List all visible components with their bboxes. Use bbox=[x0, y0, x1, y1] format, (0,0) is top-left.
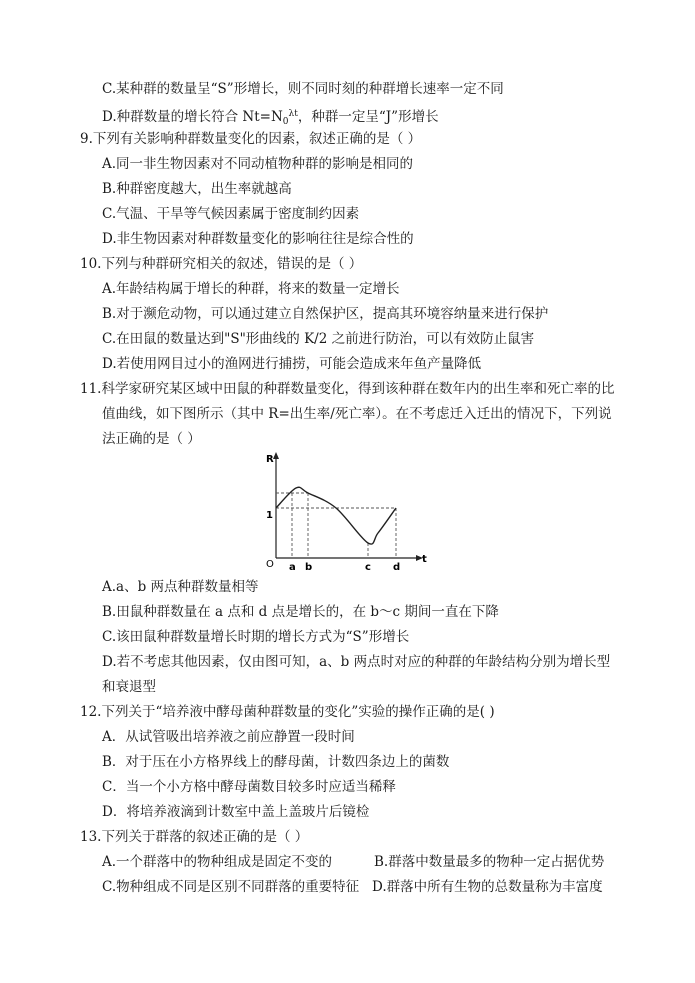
chart-guides bbox=[276, 493, 396, 558]
q11-option-d-line1: D.若不考虑其他因素，仅由图可知，a、b 两点时对应的种群的年龄结构分别为增长型 bbox=[102, 654, 611, 670]
q13-option-d: D.群落中所有生物的总数量称为丰富度 bbox=[372, 879, 603, 895]
q9-stem: 9.下列有关影响种群数量变化的因素，叙述正确的是（ ） bbox=[80, 131, 422, 147]
q12-option-d: D．将培养液滴到计数室中盖上盖玻片后镜检 bbox=[102, 804, 370, 820]
q12-option-a: A．从试管吸出培养液之前应静置一段时间 bbox=[102, 729, 355, 745]
q9-option-b: B.种群密度越大，出生率就越高 bbox=[102, 181, 292, 197]
q8d-superscript: λt bbox=[288, 109, 298, 119]
q10-option-a: A.年龄结构属于增长的种群，将来的数量一定增长 bbox=[102, 281, 400, 297]
q10-stem: 10.下列与种群研究相关的叙述，错误的是（ ） bbox=[80, 256, 363, 272]
q13-option-b: B.群落中数量最多的物种一定占据优势 bbox=[374, 854, 605, 870]
q11-option-b: B.田鼠种群数量在 a 点和 d 点是增长的，在 b～c 期间一直在下降 bbox=[102, 604, 499, 620]
q11-stem-line2: 值曲线，如下图所示（其中 R=出生率/死亡率）。在不考虑迁入迁出的情况下，下列说 bbox=[102, 406, 612, 422]
q12-option-b: B．对于压在小方格界线上的酵母菌，计数四条边上的菌数 bbox=[102, 754, 450, 770]
q11-stem-line3: 法正确的是（ ） bbox=[102, 431, 201, 447]
q9-option-c: C.气温、干旱等气候因素属于密度制约因素 bbox=[102, 206, 360, 222]
x-tick-label-b: b bbox=[305, 562, 313, 572]
q12-option-c: C．当一个小方格中酵母菌数目较多时应适当稀释 bbox=[102, 779, 396, 795]
q10-option-b: B.对于濒危动物，可以通过建立自然保护区，提高其环境容纳量来进行保护 bbox=[102, 306, 549, 322]
x-tick-label-d: d bbox=[393, 562, 401, 572]
q11-stem-line1: 11.科学家研究某区域中田鼠的种群数量变化，得到该种群在数年内的出生率和死亡率的比 bbox=[80, 381, 615, 397]
q10-option-d: D.若使用网目过小的渔网进行捕捞，可能会造成来年鱼产量降低 bbox=[102, 356, 482, 372]
q11-option-c: C.该田鼠种群数量增长时期的增长方式为“S”形增长 bbox=[102, 629, 410, 645]
x-tick-label-a: a bbox=[289, 562, 296, 572]
q11-option-d-line2: 和衰退型 bbox=[102, 679, 156, 695]
x-tick-label-c: c bbox=[365, 562, 371, 572]
y-axis-label: R bbox=[266, 454, 274, 465]
origin-label: O bbox=[266, 559, 274, 570]
q10-option-c: C.在田鼠的数量达到"S"形曲线的 K/2 之前进行防治，可以有效防止鼠害 bbox=[102, 331, 535, 347]
q13-option-c: C.物种组成不同是区别不同群落的重要特征 bbox=[102, 879, 360, 895]
r-curve-line bbox=[276, 487, 396, 544]
q8d-text: D.种群数量的增长符合 Nt=N bbox=[102, 109, 283, 125]
q8-option-d bbox=[102, 105, 439, 131]
y-axis-arrow bbox=[273, 452, 279, 459]
q13-stem: 13.下列关于群落的叙述正确的是（ ） bbox=[80, 829, 309, 845]
chart-axes bbox=[273, 452, 423, 561]
q9-option-d: D.非生物因素对种群数量变化的影响往往是综合性的 bbox=[102, 231, 414, 247]
q12-stem: 12.下列关于“培养液中酵母菌种群数量的变化”实验的操作正确的是( ) bbox=[80, 704, 495, 720]
q8d-subscript: 0 bbox=[282, 117, 289, 127]
q11-option-a: A.a、b 两点种群数量相等 bbox=[102, 579, 259, 595]
q8d-text-end: ，种群一定呈“J”形增长 bbox=[297, 109, 439, 125]
x-axis-label: t bbox=[422, 554, 427, 565]
y-tick-label: 1 bbox=[266, 510, 273, 521]
chart-labels bbox=[266, 454, 427, 572]
r-curve-chart bbox=[258, 450, 434, 572]
q8-option-c: C.某种群的数量呈“S”形增长，则不同时刻的种群增长速率一定不同 bbox=[102, 81, 504, 97]
q13-option-a: A.一个群落中的物种组成是固定不变的 bbox=[102, 854, 333, 870]
q9-option-a: A.同一非生物因素对不同动植物种群的影响是相同的 bbox=[102, 156, 414, 172]
